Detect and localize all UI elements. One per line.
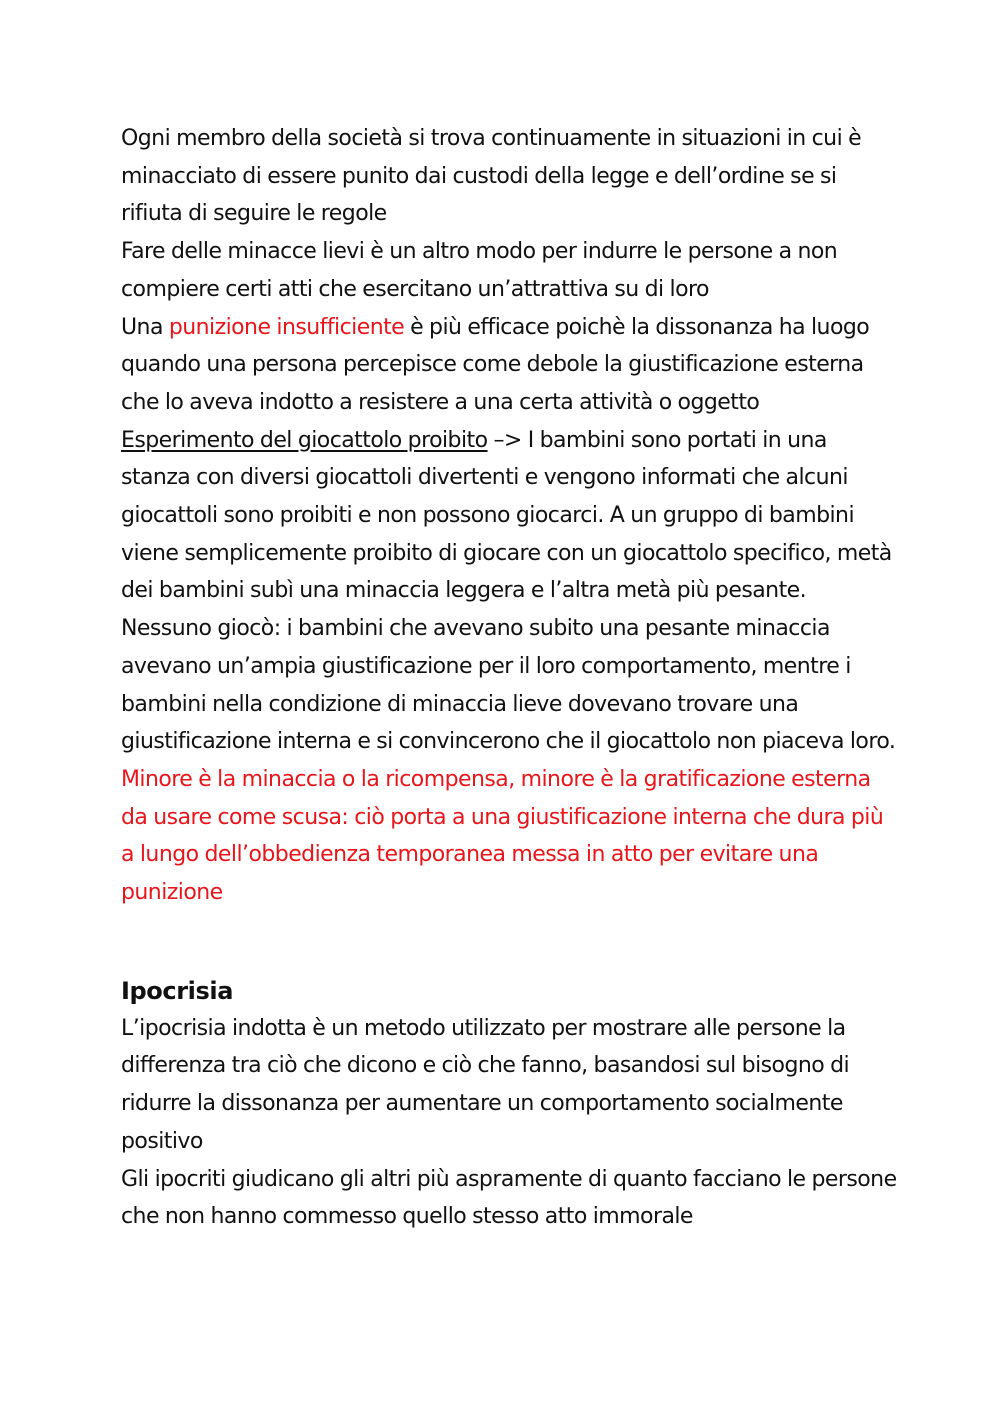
paragraph-mild-threats: Fare delle minacce lievi è un altro modo per indurre le persone a non compiere certi atti che esercitano un’attrattiva su di loro bbox=[121, 239, 838, 302]
experiment-title: Esperimento del giocattolo proibito bbox=[121, 427, 488, 453]
paragraph-hypocrites-judge: Gli ipocriti giudicano gli altri più aspramente di quanto facciano le persone che non hanno commesso quello stesso atto immorale bbox=[121, 1166, 897, 1230]
paragraph-insufficient-punishment bbox=[121, 309, 901, 422]
paragraph-end-text: è più efficace poichè la dissonanza ha luogo quando una persona percepisce come debole la giustificazione esterna che lo aveva indotto a resistere a una certa attività o oggetto bbox=[121, 314, 870, 415]
highlighted-term: punizione insufficiente bbox=[168, 314, 405, 340]
document-page bbox=[121, 120, 901, 1236]
paragraph-start-text: Una bbox=[121, 314, 169, 340]
experiment-description: –> I bambini sono portati in una stanza con diversi giocattoli divertenti e vengono informati che alcuni giocattoli sono proibiti e non possono giocarci. A un gruppo di bambini viene semplicemente proibito di giocare con un giocattolo specifico, metà dei bambini subì una minaccia leggera e l’altra metà più pesante. Nessuno giocò: i bambini che avevano subito una pesante minaccia avevano un’ampia giustificazione per il loro comportamento, mentre i bambini nella condizione di minaccia lieve dovevano trovare una giustificazione interna e si convincerono che il giocattolo non piaceva loro. bbox=[121, 427, 896, 755]
paragraph-induced-hypocrisy: L’ipocrisia indotta è un metodo utilizzato per mostrare alle persone la differenza tra ciò che dicono e ciò che fanno, basandosi sul bisogno di ridurre la dissonanza per aumentare un comportamento socialmente positivo bbox=[121, 1015, 850, 1154]
paragraph-forbidden-toy-experiment bbox=[121, 422, 901, 761]
section-heading-ipocrisia: Ipocrisia bbox=[121, 976, 233, 1005]
paragraph-conclusion-highlighted: Minore è la minaccia o la ricompensa, minore è la gratificazione esterna da usare come scusa: ciò porta a una giustificazione interna che dura più a lungo dell’obbedienza temporanea messa in atto per evitare una punizione bbox=[121, 766, 884, 906]
paragraph-punishment-threat: Ogni membro della società si trova continuamente in situazioni in cui è minacciato di essere punito dai custodi della legge e dell’ordine se si rifiuta di seguire le regole bbox=[121, 126, 862, 227]
